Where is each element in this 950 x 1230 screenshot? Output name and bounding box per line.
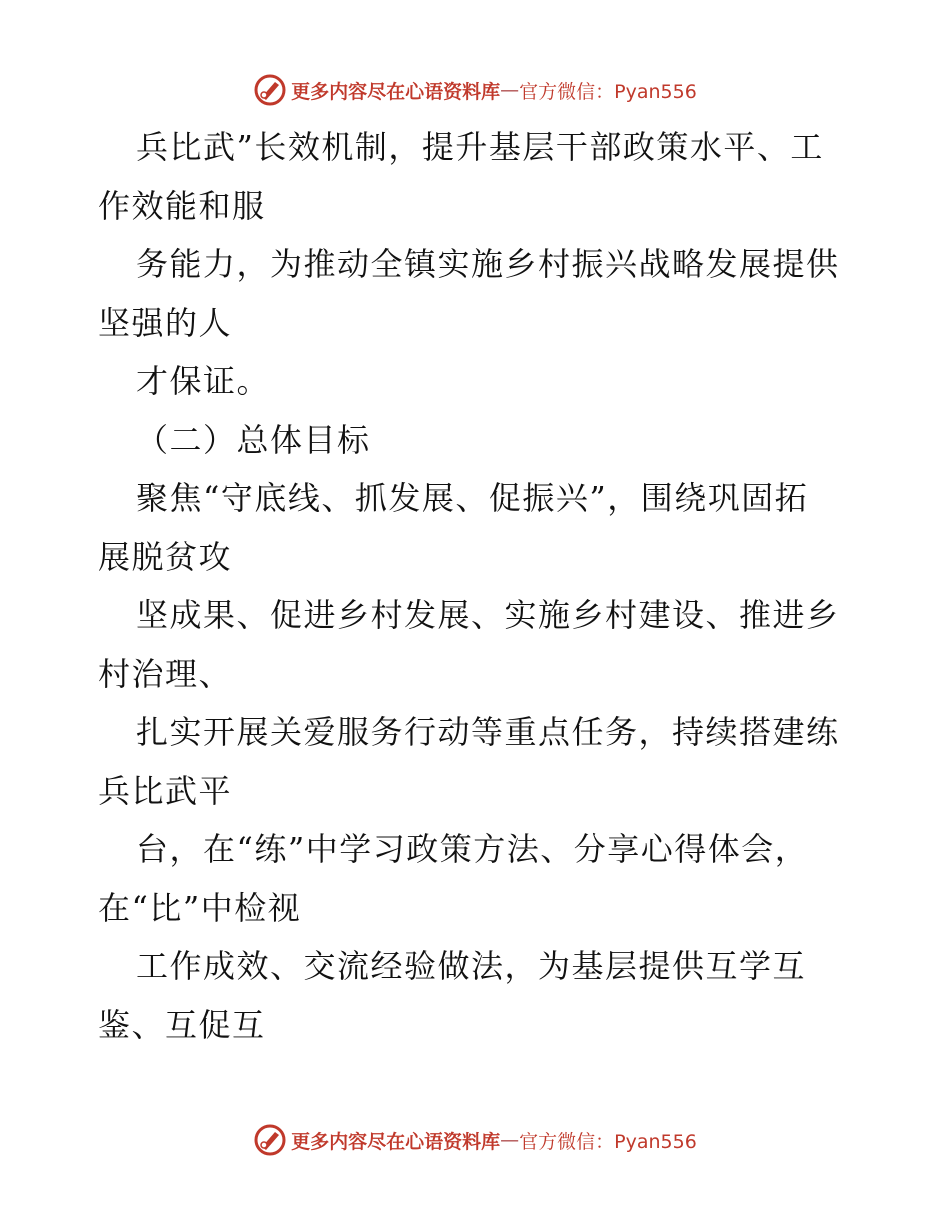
document-body	[98, 118, 858, 1054]
text-line: 作效能和服	[98, 186, 266, 225]
text-line: 村治理、	[98, 654, 233, 693]
watermark-dash: —	[500, 1129, 520, 1151]
watermark-text: 更多内容尽在心语资料库	[291, 1130, 501, 1153]
text-line: 坚强的人	[98, 303, 233, 342]
logo-icon	[253, 1123, 287, 1157]
watermark-text: 更多内容尽在心语资料库	[291, 80, 501, 103]
text-line: 聚焦“守底线、抓发展、促振兴”，围绕巩固拓	[136, 479, 809, 517]
footer-watermark	[0, 1120, 950, 1160]
text-line: 扎实开展关爱服务行动等重点任务，持续搭建练	[136, 713, 840, 751]
watermark-wechat: 官方微信：Pyan556	[519, 1130, 697, 1153]
text-line: 才保证。	[136, 362, 271, 400]
text-line: 在“比”中检视	[98, 888, 302, 927]
section-heading: （二）总体目标	[136, 420, 371, 459]
text-line: 兵比武平	[98, 771, 233, 810]
text-line: 鉴、互促互	[98, 1005, 266, 1044]
text-line: 台，在“练”中学习政策方法、分享心得体会，	[136, 830, 809, 868]
logo-icon	[253, 73, 287, 107]
text-line: 工作成效、交流经验做法，为基层提供互学互	[136, 947, 807, 985]
text-line: 展脱贫攻	[98, 537, 233, 576]
text-line: 兵比武”长效机制，提升基层干部政策水平、工	[136, 128, 824, 166]
text-line: 坚成果、促进乡村发展、实施乡村建设、推进乡	[136, 596, 840, 634]
header-watermark	[0, 70, 950, 110]
watermark-dash: —	[500, 79, 520, 101]
text-line: 务能力，为推动全镇实施乡村振兴战略发展提供	[136, 245, 840, 283]
watermark-wechat: 官方微信：Pyan556	[519, 80, 697, 103]
